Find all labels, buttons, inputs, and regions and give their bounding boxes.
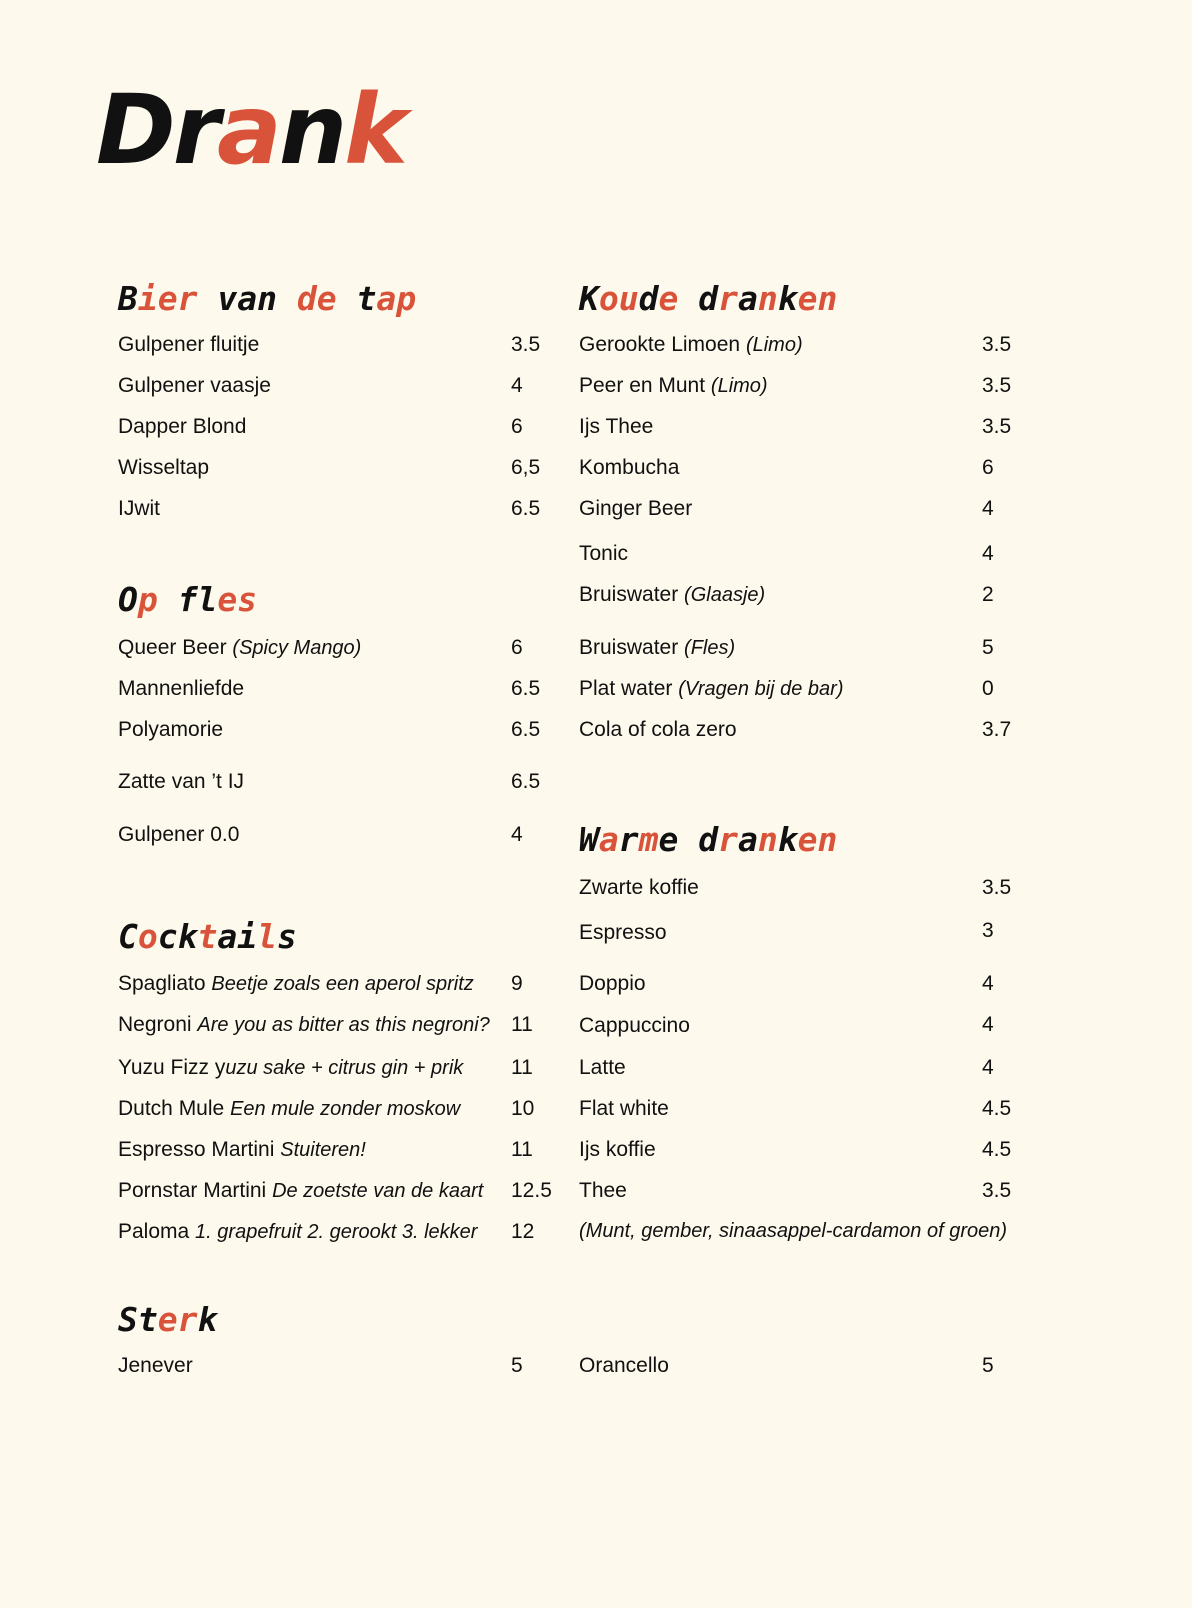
item-price: 4 xyxy=(982,972,994,995)
menu-item xyxy=(579,678,844,699)
item-name: Peer en Munt xyxy=(579,374,706,397)
item-price: 3.7 xyxy=(982,718,1012,741)
item-name: Pornstar Martini xyxy=(118,1179,267,1202)
item-name: Gulpener fluitje xyxy=(118,333,260,356)
menu-item xyxy=(118,678,244,699)
menu-item xyxy=(118,1139,366,1160)
menu-item xyxy=(118,824,239,845)
menu-item xyxy=(579,637,735,658)
section-title-sterk: Sterk xyxy=(118,1300,218,1339)
item-name: Mannenliefde xyxy=(118,677,245,700)
item-price: 4 xyxy=(982,1013,994,1036)
menu-item xyxy=(579,1180,627,1201)
item-price: 3.5 xyxy=(511,333,541,356)
item-name: Zatte van ’t IJ xyxy=(118,770,245,793)
menu-item xyxy=(118,1221,477,1242)
item-price: 4 xyxy=(982,1056,994,1079)
menu-item xyxy=(118,1180,483,1201)
item-note: 1. grapefruit 2. gerookt 3. lekker xyxy=(195,1221,478,1243)
item-note: De zoetste van de kaart xyxy=(272,1180,484,1202)
item-price: 4 xyxy=(982,542,994,565)
item-price: 10 xyxy=(511,1097,535,1120)
item-name: Latte xyxy=(579,1056,626,1079)
item-name: Dutch Mule xyxy=(118,1097,225,1120)
item-name: Polyamorie xyxy=(118,718,224,741)
item-price: 6,5 xyxy=(511,456,541,479)
tea-flavours-note: (Munt, gember, sinaasappel-cardamon of groen) xyxy=(579,1220,1008,1242)
item-name: Wisseltap xyxy=(118,456,210,479)
item-name: Plat water xyxy=(579,677,673,700)
page-title: Drank xyxy=(96,74,405,186)
item-note: Beetje zoals een aperol spritz xyxy=(211,973,474,995)
menu-item xyxy=(118,457,209,478)
menu-item xyxy=(579,334,803,355)
menu-item xyxy=(579,584,765,605)
item-name: Queer Beer xyxy=(118,636,227,659)
item-price: 6 xyxy=(511,636,523,659)
item-name: IJwit xyxy=(118,497,160,520)
item-price: 5 xyxy=(511,1354,523,1377)
item-name: Espresso Martini xyxy=(118,1138,275,1161)
menu-item xyxy=(118,1098,460,1119)
item-name: Bruiswater xyxy=(579,583,679,606)
section-title-koude: Koude dranken xyxy=(579,279,838,318)
item-name: Ijs Thee xyxy=(579,415,654,438)
menu-item xyxy=(579,457,679,478)
item-note: Are you as bitter as this negroni? xyxy=(197,1014,490,1036)
menu-item xyxy=(579,416,653,437)
item-price: 11 xyxy=(511,1013,533,1036)
item-name: Gulpener vaasje xyxy=(118,374,271,397)
menu-item xyxy=(579,1139,656,1160)
item-price: 0 xyxy=(982,677,994,700)
item-name: Jenever xyxy=(118,1354,193,1377)
menu-item xyxy=(579,1015,690,1036)
item-name: Cappuccino xyxy=(579,1014,690,1037)
menu-item xyxy=(118,416,246,437)
item-name: Dapper Blond xyxy=(118,415,247,438)
item-price: 4 xyxy=(511,823,523,846)
item-name: Yuzu Fizz y xyxy=(118,1056,226,1079)
item-price: 11 xyxy=(511,1138,533,1161)
item-name: Gulpener 0.0 xyxy=(118,823,240,846)
item-price: 4 xyxy=(511,374,523,397)
item-name: Zwarte koffie xyxy=(579,876,699,899)
item-price: 6 xyxy=(511,415,523,438)
item-name: Flat white xyxy=(579,1097,669,1120)
item-price: 6 xyxy=(982,456,994,479)
menu-item xyxy=(118,498,160,519)
item-name: Cola of cola zero xyxy=(579,718,737,741)
item-note: (Glaasje) xyxy=(684,584,766,606)
menu-item xyxy=(579,719,737,740)
section-title-fles: Op fles xyxy=(118,580,258,619)
menu-item xyxy=(579,375,768,396)
item-name: Negroni xyxy=(118,1013,192,1036)
section-title-cocktails: Cocktails xyxy=(118,917,297,956)
menu-item xyxy=(579,1098,669,1119)
menu-item xyxy=(118,375,271,396)
item-price: 3.5 xyxy=(982,374,1012,397)
item-price: 6.5 xyxy=(511,497,541,520)
menu-item xyxy=(579,877,699,898)
item-name: Ginger Beer xyxy=(579,497,693,520)
item-price: 2 xyxy=(982,583,994,606)
menu-item xyxy=(579,543,628,564)
menu-item xyxy=(118,1014,490,1035)
item-price: 4 xyxy=(982,497,994,520)
menu-item xyxy=(579,922,667,943)
item-price: 5 xyxy=(982,636,994,659)
item-note: Een mule zonder moskow xyxy=(230,1098,461,1120)
item-name: Paloma xyxy=(118,1220,190,1243)
item-price: 5 xyxy=(982,1354,994,1377)
item-price: 6.5 xyxy=(511,718,541,741)
item-price: 3.5 xyxy=(982,876,1012,899)
item-name: Bruiswater xyxy=(579,636,679,659)
menu-item xyxy=(579,973,646,994)
menu-item xyxy=(118,1355,193,1376)
item-name: Kombucha xyxy=(579,456,680,479)
item-price: 6.5 xyxy=(511,677,541,700)
menu-item xyxy=(579,1355,669,1376)
item-note: (Limo) xyxy=(745,334,803,356)
item-note: (Fles) xyxy=(684,637,736,659)
item-price: 3.5 xyxy=(982,1179,1012,1202)
item-note: Stuiteren! xyxy=(280,1139,366,1161)
item-price: 11 xyxy=(511,1056,533,1079)
menu-item xyxy=(118,334,259,355)
menu-item xyxy=(118,719,223,740)
item-price: 3.5 xyxy=(982,333,1012,356)
section-title-bier: Bier van de tap xyxy=(118,279,417,318)
menu-item xyxy=(118,637,361,658)
item-price: 4.5 xyxy=(982,1097,1012,1120)
menu-item xyxy=(118,771,244,792)
item-name: Spagliato xyxy=(118,972,206,995)
section-title-warme: Warme dranken xyxy=(579,820,838,859)
item-name: Tonic xyxy=(579,542,629,565)
item-name: Ijs koffie xyxy=(579,1138,656,1161)
item-name: Orancello xyxy=(579,1354,669,1377)
item-price: 3.5 xyxy=(982,415,1012,438)
item-name: Espresso xyxy=(579,921,667,944)
item-name: Gerookte Limoen xyxy=(579,333,741,356)
item-price: 3 xyxy=(982,919,994,942)
item-name: Doppio xyxy=(579,972,646,995)
item-price: 12.5 xyxy=(511,1179,552,1202)
item-price: 4.5 xyxy=(982,1138,1012,1161)
item-note: uzu sake + citrus gin + prik xyxy=(225,1057,464,1079)
item-note: (Vragen bij de bar) xyxy=(678,678,844,700)
menu-item xyxy=(118,1057,463,1078)
item-note: (Spicy Mango) xyxy=(232,637,362,659)
item-note: (Limo) xyxy=(710,375,768,397)
item-name: Thee xyxy=(579,1179,627,1202)
menu-item xyxy=(579,498,692,519)
item-price: 6.5 xyxy=(511,770,541,793)
menu-item xyxy=(118,973,474,994)
item-price: 12 xyxy=(511,1220,535,1243)
item-price: 9 xyxy=(511,972,523,995)
menu-item xyxy=(579,1057,626,1078)
